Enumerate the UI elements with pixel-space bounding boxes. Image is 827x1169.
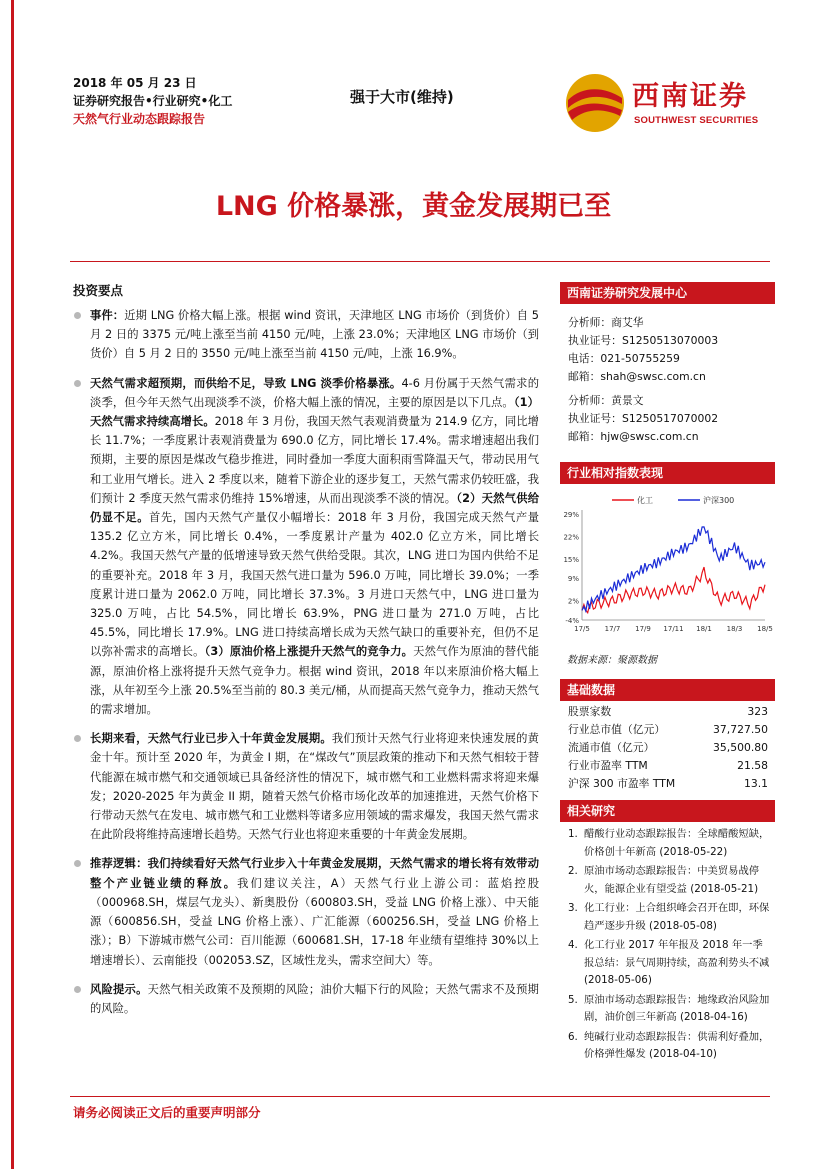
analyst-2-name: 分析师：黄景文 — [568, 394, 644, 407]
logo-emblem-icon — [564, 72, 626, 134]
analyst-1-license: 执业证号：S1250513070003 — [568, 334, 719, 347]
summary-heading: 投资要点 — [73, 283, 124, 298]
chart-y-tick-label: -4% — [565, 617, 579, 625]
chart-legend-label: 沪深300 — [703, 496, 735, 505]
report-header — [73, 74, 232, 128]
chart-y-tick-label: 15% — [563, 555, 579, 564]
chart-series-line-chemical — [582, 567, 765, 613]
base-data-table — [568, 703, 768, 793]
summary-paragraph-longterm: 长期来看，天然气行业已步入十年黄金发展期。我们预计天然气行业将迎来快速发展的黄金十年。预计至 2020 年，为黄金 I 期，在“煤改气”顶层政策的推动下和天然气相较于替代能源在城市燃气和交通领域已具备经济性的情况下，城市燃气和工业燃料需求将迎来爆发；2020-2025 年为黄金 II 期，随着天然气价格市场化改革的加速推进，天然气价格下行带动天然气在发电、城市燃气和工业燃料等诸多应用领域的需求爆发，我国天然气需求在此阶段将维持高速增长趋势。天然气行业也将迎来重要的十年黄金发展期。 — [73, 729, 539, 844]
chart-legend-label: 化工 — [637, 496, 653, 505]
base-data-bar: 基础数据 — [560, 679, 775, 701]
base-data-row: 行业市盈率 TTM 21.58 — [568, 759, 768, 772]
left-accent-line — [11, 0, 14, 1169]
chart-x-tick-label: 18/1 — [696, 625, 712, 633]
chart-x-tick-label: 18/5 — [757, 625, 773, 633]
bullet-icon — [74, 380, 81, 387]
chart-y-tick-label: 2% — [567, 597, 579, 606]
analyst-1-phone: 电话：021-50755259 — [568, 352, 680, 365]
related-item[interactable]: 5. 原油市场动态跟踪报告：地缘政治风险加剧，油价创三年新高 (2018-04-16) — [568, 993, 770, 1023]
summary-paragraph-logic: 推荐逻辑：我们持续看好天然气行业步入十年黄金发展期，天然气需求的增长将有效带动整个产业链业绩的释放。我们建议关注，A）天然气行业上游公司：蓝焰控股（000968.SH，煤层气龙头）、新奥股份（600803.SH，受益 LNG 价格上涨）、中天能源（600856.SH，受益 LNG 价格上涨）、广汇能源（600256.SH，受益 LNG 价格上涨）；B）下游城市燃气公司：百川能源（600681.SH，17-18 年业绩有望维持 30%以上增速增长）、云南能投（002053.SZ，区域性龙头，需求空间大）等。 — [73, 854, 539, 969]
bullet-icon — [74, 735, 81, 742]
chart-x-tick-label: 17/5 — [574, 625, 590, 633]
base-data-row: 股票家数 323 — [568, 705, 768, 718]
base-data-row: 行业总市值（亿元） 37,727.50 — [568, 723, 768, 736]
summary-body — [73, 306, 539, 1028]
analyst-1-name: 分析师：商艾华 — [568, 316, 644, 329]
chart-x-tick-label: 17/9 — [635, 625, 651, 633]
bullet-icon — [74, 860, 81, 867]
report-title: LNG 价格暴涨，黄金发展期已至 — [215, 191, 612, 222]
report-category: 证券研究报告•行业研究•化工 — [73, 94, 233, 108]
related-item[interactable]: 2. 原油市场动态跟踪报告：中美贸易战停火，能源企业有望受益 (2018-05-21) — [568, 865, 760, 895]
chart-y-tick-label: 9% — [567, 575, 579, 584]
logo-english-name: SOUTHWEST SECURITIES — [634, 115, 759, 126]
related-research-list — [568, 826, 773, 1066]
chart-svg — [560, 488, 775, 648]
report-type: 天然气行业动态跟踪报告 — [73, 112, 206, 126]
related-item[interactable]: 1. 醋酸行业动态跟踪报告：全球醋酸短缺，价格创十年新高 (2018-05-22) — [568, 828, 770, 858]
analyst-1-email: 邮箱：shah@swsc.com.cn — [568, 370, 706, 383]
chart-y-tick-label: 29% — [563, 511, 579, 519]
related-item[interactable]: 3. 化工行业：上合组织峰会召开在即，环保趋严逐步升级 (2018-05-08) — [568, 902, 770, 932]
chart-x-tick-label: 17/11 — [663, 625, 684, 633]
analyst-2 — [568, 392, 718, 446]
related-research-bar: 相关研究 — [560, 800, 775, 822]
research-center-bar: 西南证券研究发展中心 — [560, 282, 775, 304]
chart-y-tick-label: 22% — [563, 533, 579, 542]
analyst-2-email: 邮箱：hjw@swsc.com.cn — [568, 430, 699, 443]
analyst-1 — [568, 314, 718, 386]
summary-paragraph-demand: 天然气需求超预期，而供给不足，导致 LNG 淡季价格暴涨。4-6 月份属于天然气需求的淡季，但今年天然气出现淡季不淡，价格大幅上涨的情况，主要的原因是以下几点。（1）天然气需求持续高增长。2018 年 3 月份，我国天然气表观消费量为 214.9 亿方，同比增长 11.7%；一季度累计表观消费量为 690.0 亿方，同比增长 17.4%。需求增速超出我们预期，主要的原因是煤改气稳步推进，同时叠加一季度大面积雨雪降温天气，带动民用气和工业用气增长。进入 2 季度以来，随着下游企业的逐步复工，天然气需求仍较旺盛，我们预计 2 季度天然气需求仍维持 15%增速，从而出现淡季不淡的情况。（2）天然气供给仍显不足。首先，国内天然气产量仅小幅增长：2018 年 3 月份，我国完成天然气产量 135.2 亿立方米，同比增长 0.4%，一季度累计产量为 402.0 亿立方米，同比增长 4.2%。我国天然气产量的低增速导致天然气供给受限。其次，LNG 进口为国内供给不足的重要补充。2018 年 3 月，我国天然气进口量为 596.0 万吨，同比增长 39.0%；一季度累计进口量为 2062.0 万吨，同比增长 37.3%。3 月进口天然气中，LNG 进口量为 325.0 万吨，占比 54.5%，同比增长 63.9%，PNG 进口量为 271.0 万吨，占比 45.5%，同比增长 17.9%。LNG 进口持续高增长成为天然气缺口的重要补充，但仍不足以弥补需求的高增长。（3）原油价格上涨提升天然气的竞争力。天然气作为原油的替代能源，原油价格上涨将提升天然气竞争力。根据 wind 资讯，2018 年以来原油价格大幅上涨，从年初至今上涨 20.5%至当前的 80.3 美元/桶，从而提高天然气竞争力，推动天然气的需求增加。 — [73, 374, 539, 720]
related-item[interactable]: 6. 纯碱行业动态跟踪报告：供需利好叠加，价格弹性爆发 (2018-04-10) — [568, 1030, 770, 1060]
summary-paragraph-event: 事件：近期 LNG 价格大幅上涨。根据 wind 资讯，天津地区 LNG 市场价（到货价）自 5 月 2 日的 3375 元/吨上涨至当前 4150 元/吨，上涨 23.0%；天津地区 LNG 市场价（到货价）自 5 月 2 日的 3550 元/吨上涨至当前 4150 元/吨，上涨 16.9%。 — [73, 306, 539, 364]
chart-series-line-hs300 — [582, 527, 765, 611]
summary-paragraph-risk: 风险提示。天然气相关政策不及预期的风险；油价大幅下行的风险；天然气需求不及预期的风险。 — [73, 980, 539, 1018]
base-data-row: 沪深 300 市盈率 TTM 13.1 — [568, 777, 768, 790]
title-divider — [70, 261, 770, 262]
rating: 强于大市(维持) — [350, 88, 454, 106]
index-performance-chart — [560, 488, 775, 648]
footer-disclaimer: 请务必阅读正文后的重要声明部分 — [73, 1105, 261, 1120]
bullet-icon — [74, 986, 81, 993]
chart-data-source: 数据来源：聚源数据 — [567, 655, 657, 666]
bullet-icon — [74, 312, 81, 319]
base-data-row: 流通市值（亿元） 35,500.80 — [568, 741, 768, 754]
related-item[interactable]: 4. 化工行业 2017 年年报及 2018 年一季报总结：景气周期持续，高盈利势头不减 (2018-05-06) — [568, 939, 770, 986]
footer-divider — [70, 1096, 770, 1097]
analyst-2-license: 执业证号：S1250517070002 — [568, 412, 719, 425]
company-logo — [564, 72, 764, 132]
chart-x-tick-label: 18/3 — [726, 625, 743, 633]
logo-chinese-name: 西南证券 — [632, 81, 748, 112]
index-perf-bar: 行业相对指数表现 — [560, 462, 775, 484]
chart-x-tick-label: 17/7 — [604, 625, 621, 633]
report-date: 2018 年 05 月 23 日 — [73, 76, 197, 90]
